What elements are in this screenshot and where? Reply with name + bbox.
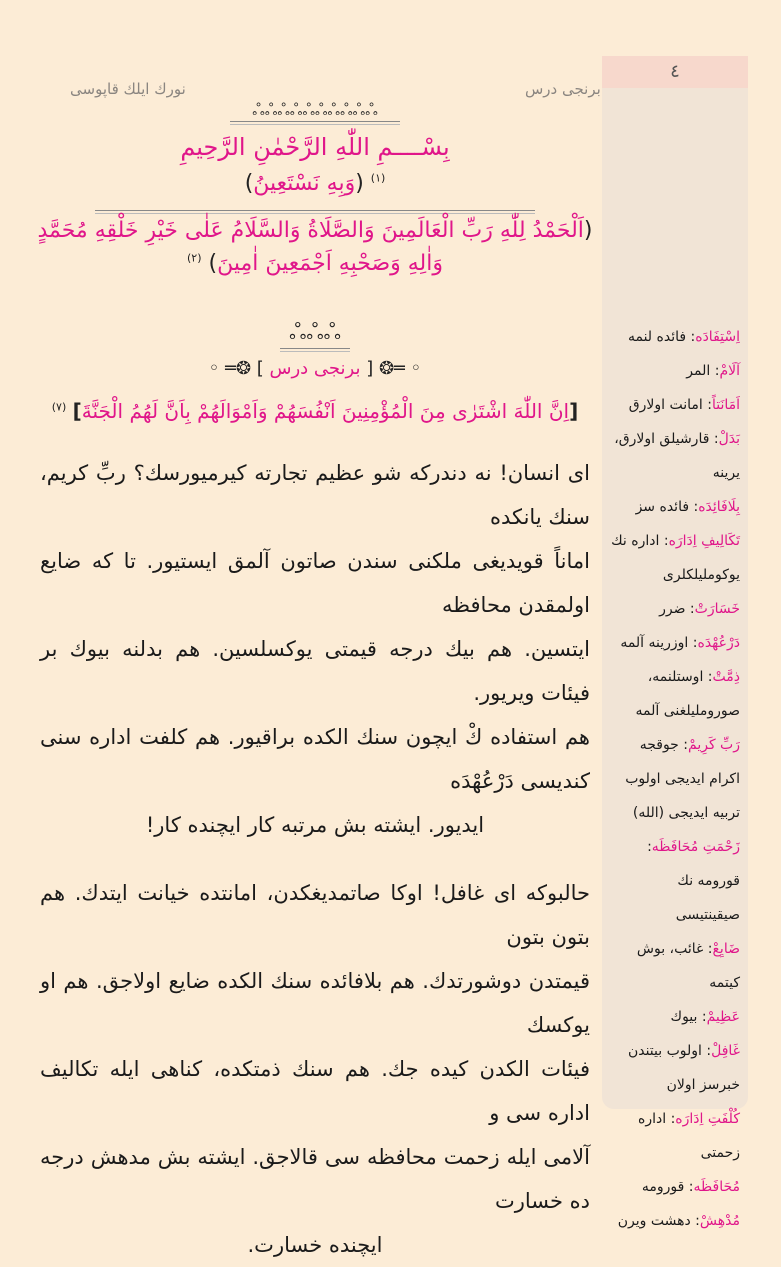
glossary-item: بَدَلْ: قارشيلق اولارق، يرينه xyxy=(614,431,740,481)
glossary-item: تَكَالِيفِ اِدَارَه: اداره نك يوكومليلكلرى xyxy=(611,533,740,583)
footnote-marker: (١) xyxy=(370,171,386,185)
footnote-marker: (٧) xyxy=(51,400,67,414)
glossary-item: رَبِّ كَرِيمْ: جوقجه اكرام ايديجى اولوب تربيه ايديجى (الله) xyxy=(625,737,740,821)
main-text-column xyxy=(30,100,600,1267)
glossary-sidebar xyxy=(602,56,748,1229)
istiane-line: $^{(١)}$ (وَبِهِ نَسْتَعِينُ) xyxy=(244,171,386,196)
divider-rule xyxy=(280,348,350,352)
paragraph-1: اى انسان! نه دندركه شو عظيم تجارته كيرميورسك؟ ربِّ كريم، سنك يانكده اماناً قويديغى ملكنى سندن صاتون آلمق ايستيور. تا كه ضايع اولمقدن محافظه ايتسين. هم بيك درجه قيمتى يوكسلسين. هم بدلنه بيوك بر فيئات ويريور. هم استفاده كْ ايچون سنك الكده براقيور. هم كلفت اداره سنى كنديسى دَرْعُهْدَه ايديور. ايشته بش مرتبه كار ايچنده كار! xyxy=(40,461,590,837)
glossary-item: زَحْمَتِ مُحَافَظَه: قورومه نك صيقينتيسى xyxy=(647,839,740,923)
istiane-text: وَبِهِ نَسْتَعِينُ xyxy=(253,171,356,196)
page-number: ٤ xyxy=(602,56,748,88)
glossary-item: مُحَافَظَه: قورومه xyxy=(641,1179,740,1195)
glossary-item: اَمَانَتاً: امانت اولارق xyxy=(628,397,740,413)
hamdala-line-2: وَاٰلِهِ وَصَحْبِهِ اَجْمَعِينَ اٰمِينَ) $^{(٢)}$ xyxy=(187,251,443,276)
glossary-item: دَرْعُهْدَه: اوزرينه آلمه xyxy=(620,635,740,651)
bismillah: بِسْــــمِ اللّٰهِ الرَّحْمٰنِ الرَّحِيمِ xyxy=(180,133,450,161)
glossary-item: آلَامْ: المر xyxy=(686,363,740,379)
ayah-quote: [اِنَّ اللّٰهَ اشْتَرٰى مِنَ الْمُؤْمِنِينَ اَنْفُسَهُمْ وَاَمْوَالَهُمْ بِاَنَّ لَهُمُ الْجَنَّةَ] $^{(٧)}$ xyxy=(51,399,579,423)
hamdala-line-1: (اَلْحَمْدُ لِلّٰهِ رَبِّ الْعَالَمِينَ وَالصَّلَاةُ وَالسَّلَامُ عَلٰى خَيْرِ خَلْقِهِ مُحَمَّدٍ xyxy=(37,218,593,243)
glossary-item: كُلْفَتِ اِدَارَه: اداره زحمتى xyxy=(638,1111,740,1161)
glossary-item: اِسْتِفَادَه: فائده لنمه xyxy=(627,329,740,345)
glossary-item: خَسَارَتْ: ضرر xyxy=(659,601,740,617)
glossary-item: عَظِيمْ: بيوك xyxy=(670,1009,740,1025)
glossary-item: ضَايِعْ: غائب، بوش كيتمه xyxy=(636,941,740,991)
glossary-item: ذِمَّتْ: اوستلنمه، صورومليلغنى آلمه xyxy=(635,669,740,719)
glossary-item: غَافِلْ: اولوب بيتندن خبرسز اولان xyxy=(627,1043,740,1093)
glossary-list xyxy=(602,88,748,1238)
divider-rule xyxy=(230,121,400,125)
paragraph-2: حالبوكه اى غافل! اوكا صاتمديغكدن، امانتده خيانت ايتدك. هم بتون بتون قيمتدن دوشورتدك. هم بلافائده سنك الكده ضايع اولاجق. هم او يوكسك فيئات الكدن كيده جك. هم سنك ذمتكده، كناهى ايله تكاليف اداره سى و آلامى ايله زحمت محافظه سى قالاجق. ايشته بش مدهش درجه ده خسارت ايچنده خسارت. xyxy=(40,881,590,1257)
running-head-book-title: نورك ايلك قاپوسى xyxy=(70,80,186,98)
glossary-item: بِلَافَائِدَه: فائده سز xyxy=(635,499,740,515)
glossary-item: مُدْهِشْ: دهشت ويرن xyxy=(617,1213,740,1229)
ornament-icon: ஃஃஃ xyxy=(289,320,341,345)
ornament-icon: ஃஃஃஃஃஃஃஃஃஃ xyxy=(252,100,378,119)
running-head-lesson: برنجى درس xyxy=(525,80,601,98)
footnote-marker: (٢) xyxy=(187,251,202,265)
lesson-title: ◦ ═❂ [ برنجى درس ] ❂═ ◦ xyxy=(208,358,422,379)
